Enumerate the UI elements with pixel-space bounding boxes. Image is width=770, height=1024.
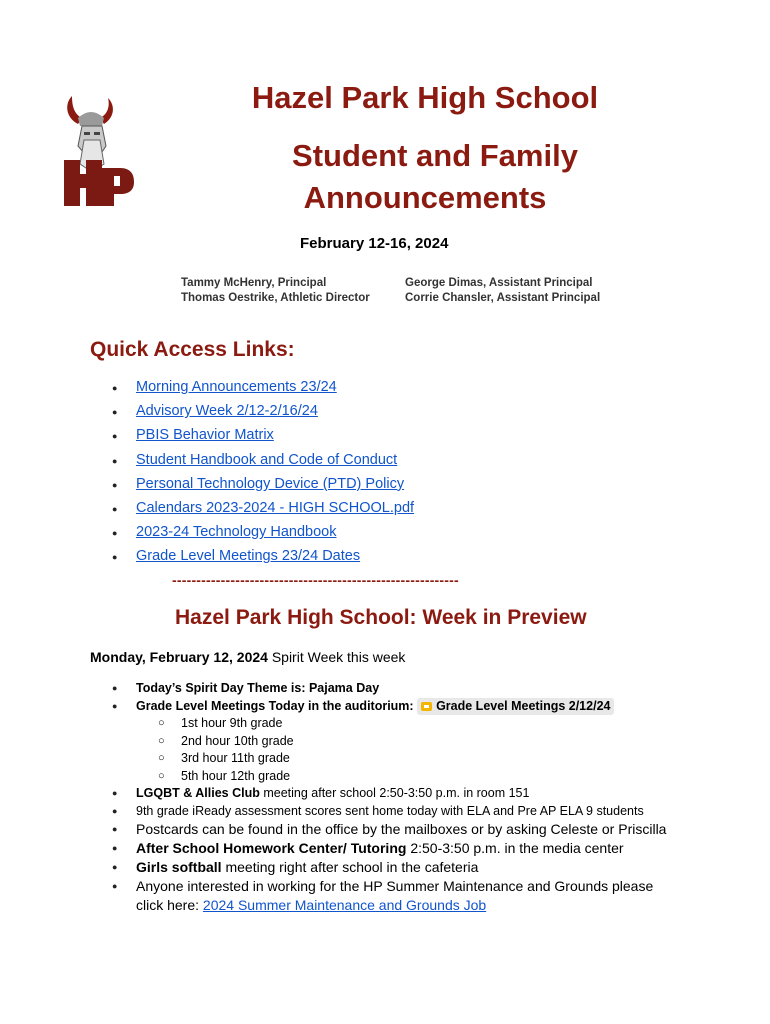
staff-athletic-director: Thomas Oestrike, Athletic Director [181,292,370,304]
link-pbis-matrix[interactable]: PBIS Behavior Matrix [136,427,274,444]
day-note: Spirit Week this week [267,649,406,665]
week-date: February 12-16, 2024 [300,235,449,252]
link-technology-handbook[interactable]: 2023-24 Technology Handbook [136,524,337,541]
list-item [112,877,682,915]
announcement-list [112,680,682,915]
meetings-label: Grade Level Meetings Today in the auditorium: [136,698,414,713]
slides-icon [421,702,432,711]
list-item [112,377,414,401]
list-item: ○ 1st hour 9th grade [136,715,682,733]
list-item: ○ 3rd hour 11th grade [136,750,682,768]
meetings-chip-label: Grade Level Meetings 2/12/24 [436,698,611,713]
list-item: ● 9th grade iReady assessment scores sent home today with ELA and Pre AP ELA 9 students [112,803,682,821]
list-item [112,498,414,522]
link-morning-announcements[interactable]: Morning Announcements 23/24 [136,379,337,395]
list-item [112,401,414,425]
softball: Girls softball [136,859,222,875]
link-summer-job[interactable]: 2024 Summer Maintenance and Grounds Job [202,897,487,913]
list-item [112,839,682,858]
announcements-title-line1: Student and Family [292,138,578,173]
meetings-sublist [136,715,682,785]
day-label: Monday, February 12, 2024 [90,649,268,665]
list-item [112,680,682,698]
announcements-title-line2: Announcements [303,180,547,215]
quick-access-heading: Quick Access Links: [90,338,295,361]
staff-right [405,276,600,306]
staff-assistant-principal-2: Corrie Chansler, Assistant Principal [405,292,601,304]
day-heading [90,649,405,665]
list-item [112,698,682,786]
school-title: Hazel Park High School [251,80,599,115]
quick-access-list [112,377,414,571]
summer-job-text: Anyone interested in working for the HP Summer Maintenance and Grounds please click here: [136,878,654,913]
list-item [112,522,414,546]
list-item [112,546,414,570]
list-item [112,450,414,474]
link-calendars[interactable]: Calendars 2023-2024 - HIGH SCHOOL.pdf [136,499,415,516]
homework-center: After School Homework Center/ Tutoring [136,840,407,856]
softball-details: meeting right after school in the cafeteria [221,859,479,875]
link-grade-level-meetings[interactable]: Grade Level Meetings 23/24 Dates [136,548,361,565]
list-item [112,474,414,498]
link-student-handbook[interactable]: Student Handbook and Code of Conduct [136,451,398,468]
list-item [112,785,682,803]
list-item: ○ 2nd hour 10th grade [136,733,682,751]
list-item [112,858,682,877]
link-advisory-week[interactable]: Advisory Week 2/12-2/16/24 [136,403,318,420]
meetings-file-chip[interactable] [417,698,614,716]
spirit-day-theme: Today’s Spirit Day Theme is: Pajama Day [136,681,380,695]
staff-assistant-principal-1: George Dimas, Assistant Principal [405,277,593,289]
club-details: meeting after school 2:50-3:50 p.m. in room 151 [259,786,530,800]
week-preview-heading: Hazel Park High School: Week in Preview [175,606,587,629]
staff-left [181,276,370,306]
club-name: LGQBT & Allies Club [136,786,260,800]
homework-details: 2:50-3:50 p.m. in the media center [406,840,624,856]
staff-principal: Tammy McHenry, Principal [181,277,327,289]
list-item: ● Postcards can be found in the office by the mailboxes or by asking Celeste or Priscilla [112,820,682,839]
section-divider: ----------------------------------------------------------- [172,572,459,588]
link-ptd-policy[interactable]: Personal Technology Device (PTD) Policy [136,475,405,492]
list-item [112,425,414,449]
list-item: ○ 5th hour 12th grade [136,768,682,786]
